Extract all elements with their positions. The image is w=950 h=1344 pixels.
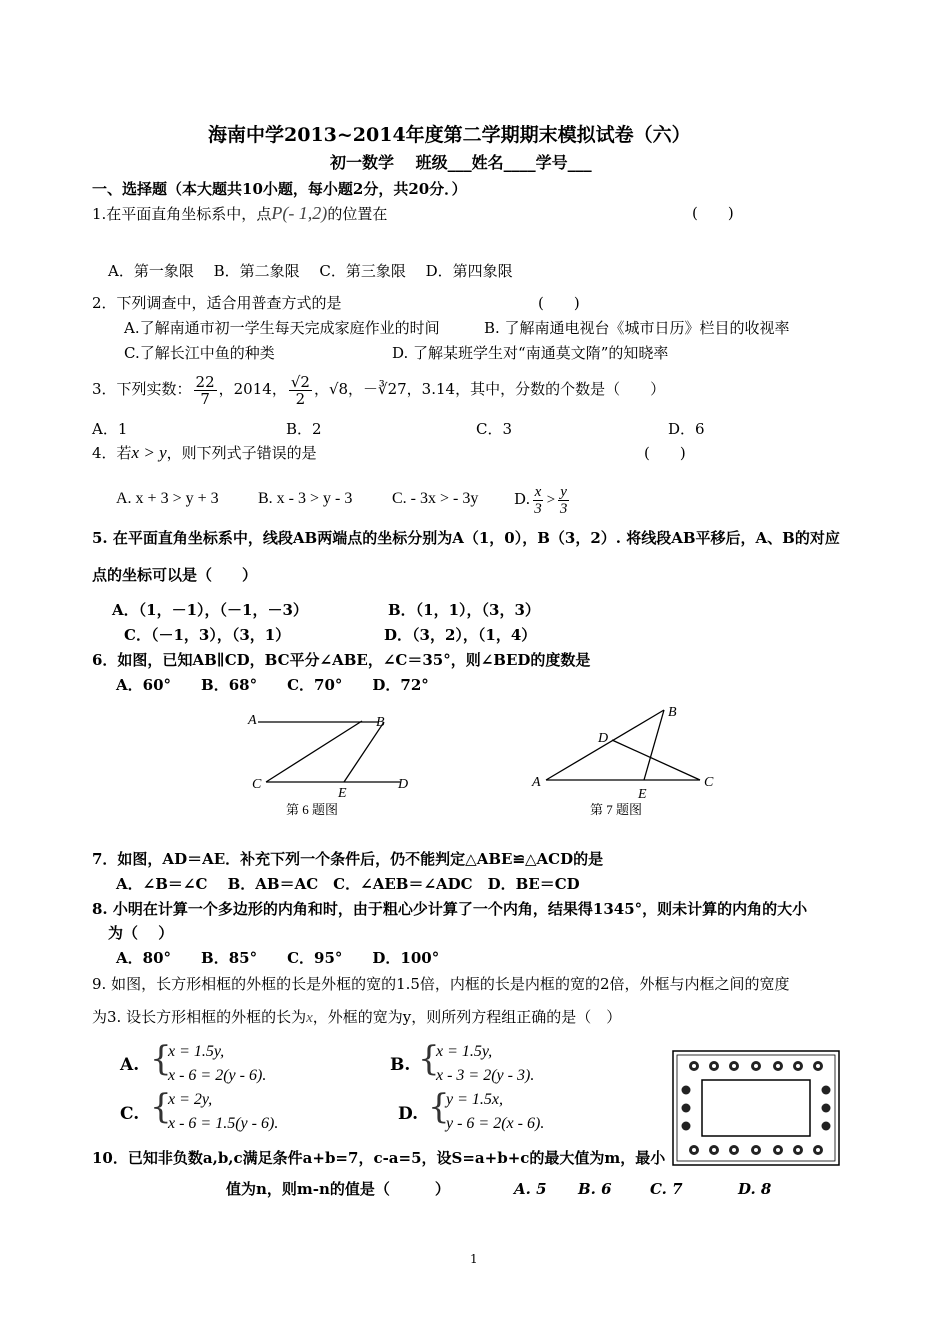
q3-f1-numerator: 22	[195, 372, 215, 391]
q3-option-a: A．1	[92, 420, 128, 438]
fig6-label-c: C	[252, 777, 262, 792]
q9-option-d-label: D.	[398, 1104, 419, 1124]
q3-option-b: B．2	[286, 420, 322, 438]
q4-answer-paren: ( )	[644, 444, 686, 462]
q4-optd-n2: y	[560, 483, 567, 500]
q9-brace-d: {	[428, 1087, 450, 1127]
q7-options: A．∠B＝∠C B．AB＝AC C．∠AEB＝∠ADC D．BE＝CD	[116, 875, 580, 893]
q4-optd-n1: x	[534, 483, 542, 500]
fig6-label-b: B	[376, 715, 385, 730]
q3-sep1: ，2014，	[218, 380, 287, 398]
fig6-label-e: E	[338, 786, 347, 801]
q2-answer-paren: ( )	[538, 294, 580, 312]
q3-option-c: C．3	[476, 420, 513, 438]
q10-line2: 值为n，则m-n的值是（ ）	[226, 1180, 450, 1198]
q1-tail: 的位置在	[327, 205, 388, 223]
q5-line2: 点的坐标可以是（ ）	[92, 566, 258, 584]
q3-fraction-22-7	[194, 374, 217, 407]
q5-line1: 5. 在平面直角坐标系中，线段AB两端点的坐标分别为A（1，0），B（3，2）. 将线段AB平移后，A、B的对应	[92, 529, 840, 547]
q2-stem: 2．下列调查中，适合用普查方式的是	[92, 294, 342, 312]
q9-brace-a: {	[150, 1039, 172, 1079]
q7-stem: 7．如图，AD＝AE．补充下列一个条件后，仍不能判定△ABE≌△ACD的是	[92, 850, 604, 868]
fig7-label-a: A	[532, 775, 541, 790]
q10-option-c: C. 7	[650, 1180, 683, 1198]
frame-inner-rect	[702, 1080, 810, 1136]
q4-option-d	[514, 480, 571, 522]
q4-stem-text: 4．若	[92, 444, 132, 462]
q1-stem	[92, 204, 387, 223]
q9-option-a-eq1: x = 1.5y,	[168, 1043, 225, 1060]
q4-option-b: B. x - 3 > y - 3	[258, 490, 353, 507]
q10-option-d: D. 8	[738, 1180, 772, 1198]
q9-option-d-eq2: y - 6 = 2(x - 6).	[446, 1115, 545, 1132]
q8-line1: 8. 小明在计算一个多边形的内角和时，由于粗心少计算了一个内角，结果得1345°，则未计算的内角的大小	[92, 900, 808, 918]
q9-option-a-eq2: x - 6 = 2(y - 6).	[168, 1067, 267, 1084]
q4-option-d-label: D.	[514, 490, 531, 508]
q9-brace-b: {	[418, 1039, 440, 1079]
fig7-label-e: E	[638, 787, 647, 802]
q9-line1: 9. 如图，长方形相框的外框的长是外框的宽的1.5倍，内框的长是内框的宽的2倍，外框与内框之间的宽度	[92, 975, 790, 993]
q2-option-a: A.了解南通市初一学生每天完成家庭作业的时间	[124, 319, 440, 337]
fig6-caption: 第 6 题图	[286, 802, 339, 817]
q9-option-c-eq2: x - 6 = 1.5(y - 6).	[168, 1115, 279, 1132]
q4-option-c: C. - 3x > - 3y	[392, 490, 479, 507]
q9-var-x: x	[306, 1010, 313, 1026]
fig6-label-a: A	[248, 713, 257, 728]
q3-f1-denominator: 7	[200, 389, 210, 408]
q1-stem-text: 1.在平面直角坐标系中，点	[92, 205, 272, 223]
q3-f2-denominator: 2	[295, 389, 306, 408]
fig7-label-b: B	[668, 705, 677, 720]
q4-optd-frac1	[532, 484, 544, 517]
q9-option-b-eq2: x - 3 = 2(y - 3).	[436, 1067, 535, 1084]
q3-tail: ，√8，－∛27，3.14，其中，分数的个数是（ ）	[313, 380, 666, 398]
fig7-label-c: C	[704, 775, 714, 790]
q3-fraction-root2-2	[289, 374, 312, 407]
q4-optd-frac2	[558, 484, 570, 517]
exam-subtitle: 初一数学 班级___姓名____学号___	[330, 153, 592, 172]
q9-line2	[92, 1008, 621, 1027]
q6-stem: 6．如图，已知AB∥CD，BC平分∠ABE，∠C＝35°，则∠BED的度数是	[92, 651, 591, 669]
q1-answer-paren: ( )	[692, 204, 734, 222]
q4-optd-d2: 3	[559, 500, 568, 517]
q4-stem	[92, 444, 317, 462]
q5-option-a: A．（1，－1），（－1，－3）	[112, 601, 308, 619]
q4-condition: x > y	[131, 443, 167, 462]
q3-stem	[92, 370, 665, 410]
q8-line2: 为（ ）	[108, 924, 174, 942]
q6-options: A．60° B．68° C．70° D．72°	[116, 676, 429, 694]
q10-line1: 10．已知非负数a,b,c满足条件a+b=7，c-a=5，设S=a+b+c的最大值为m，最小	[92, 1149, 666, 1167]
q3-stem-text: 3．下列实数：	[92, 380, 192, 398]
q4-optd-d1: 3	[534, 500, 542, 517]
q2-option-d: D. 了解某班学生对“南通莫文隋”的知晓率	[392, 344, 669, 362]
q9-line2-end: ，外框的宽为y，则所列方程组正确的是（ ）	[312, 1008, 622, 1026]
q9-option-c-eq1: x = 2y,	[168, 1091, 213, 1108]
q9-option-b-label: B.	[390, 1055, 411, 1075]
q5-option-c: C．（－1，3），（3，1）	[124, 626, 291, 644]
q4-option-a: A. x + 3 > y + 3	[116, 490, 219, 507]
q1-options: A．第一象限 B．第二象限 C．第三象限 D．第四象限	[108, 262, 513, 280]
fig6-label-d: D	[398, 777, 409, 792]
section-heading: 一、选择题（本大题共10小题，每小题2分，共20分．）	[92, 180, 467, 198]
q9-option-c-label: C.	[120, 1104, 140, 1124]
q10-option-a: A. 5	[514, 1180, 547, 1198]
q9-option-d-eq1: y = 1.5x,	[446, 1091, 503, 1108]
figure-7	[528, 700, 728, 824]
q8-options: A．80° B．85° C．95° D．100°	[116, 949, 440, 967]
q3-option-d: D．6	[668, 420, 705, 438]
exam-title: 海南中学2013~2014年度第二学期期末模拟试卷（六）	[208, 124, 691, 146]
q2-option-c: C.了解长江中鱼的种类	[124, 344, 275, 362]
q4-tail: ，则下列式子错误的是	[166, 444, 317, 462]
picture-frame-figure	[672, 1050, 840, 1166]
figure-6	[238, 704, 428, 824]
page-number: 1	[470, 1252, 478, 1266]
q9-brace-c: {	[150, 1087, 172, 1127]
q3-f2-numerator: √2	[290, 372, 310, 391]
q1-point: P(- 1,2)	[271, 203, 328, 223]
q9-option-a-label: A.	[120, 1055, 140, 1075]
q9-option-b-eq1: x = 1.5y,	[436, 1043, 493, 1060]
q10-option-b: B. 6	[578, 1180, 612, 1198]
q5-option-d: D．（3，2），（1，4）	[384, 626, 537, 644]
fig7-label-d: D	[598, 731, 609, 746]
q5-option-b: B．（1，1），（3，3）	[388, 601, 540, 619]
q9-line2-start: 为3. 设长方形相框的外框的长为	[92, 1008, 307, 1026]
fig7-caption: 第 7 题图	[590, 802, 643, 817]
q2-option-b: B. 了解南通电视台《城市日历》栏目的收视率	[484, 319, 790, 337]
q4-optd-gt: >	[545, 492, 556, 508]
